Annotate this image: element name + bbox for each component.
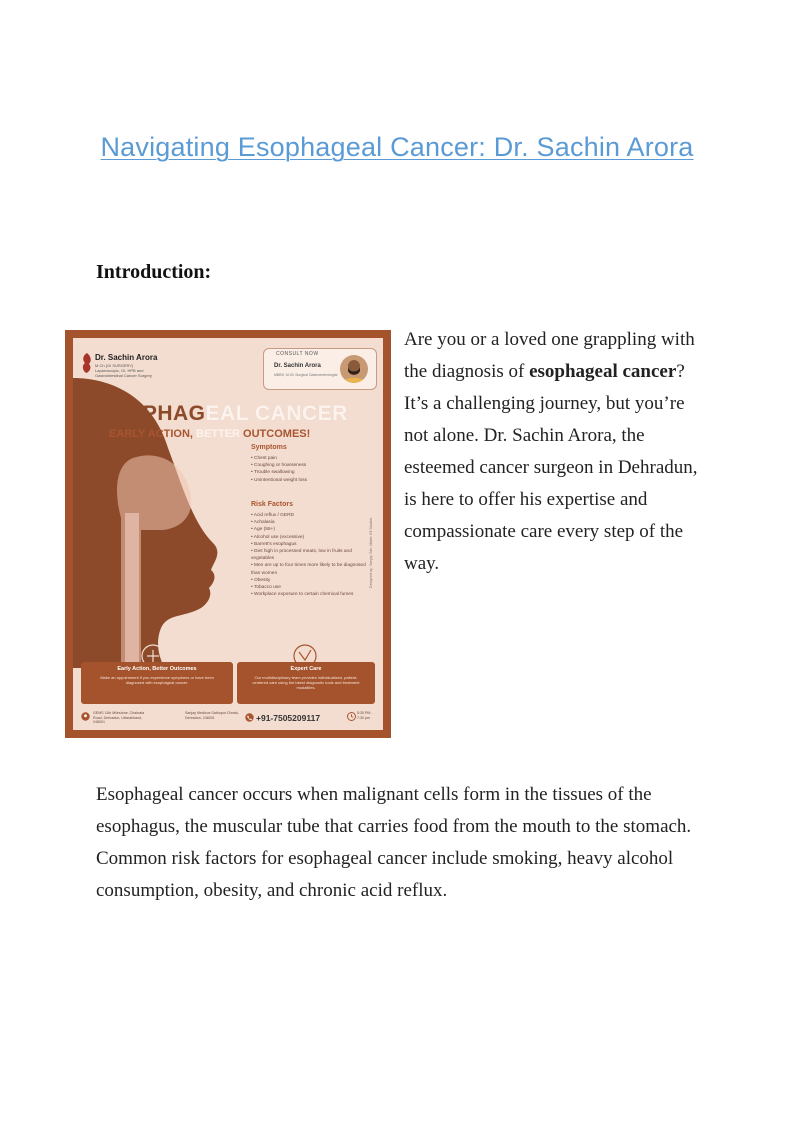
- risk-factor-item: • Acid reflux / GERD: [251, 512, 369, 519]
- consult-now-card: [263, 348, 377, 390]
- risk-factors-list: [251, 512, 369, 598]
- risk-factors-title: Risk Factors: [251, 501, 294, 508]
- poster-brand-subtitle: M.Ch (GI SURGERY) Laparoscopic, GI, HPB and Gastrointestinal Cancer Surgery: [95, 363, 152, 378]
- phone-icon: [245, 713, 254, 722]
- symptoms-list: [251, 455, 369, 484]
- poster-address-2: Sanjay Medicos Sathupur Chowk, Dehradun, 248001: [185, 711, 239, 720]
- symptom-item: • Chest pain: [251, 455, 369, 462]
- risk-factor-item: • Tobacco use: [251, 584, 369, 591]
- intro-text-1: Are you or a loved one grappling with the diagnosis of: [404, 329, 695, 382]
- symptom-item: • Coughing or hoarseness: [251, 462, 369, 469]
- symptom-item: • Unintentional weight loss: [251, 477, 369, 484]
- risk-factor-item: • Alcohol use (excessive): [251, 534, 369, 541]
- consult-doctor-role: MBBS, M.Ch Surgical Gastroenterologist: [274, 373, 338, 377]
- risk-factor-item: • Age (55+): [251, 526, 369, 533]
- intro-bold-keyword: esophageal cancer: [529, 361, 677, 382]
- location-pin-icon: [81, 712, 90, 721]
- poster-design-credit: Designed by: Sanjay Sah, Made: Ell Studios: [369, 517, 373, 588]
- consult-now-label: CONSULT NOW: [276, 351, 319, 357]
- subheadline-part-2: BETTER: [196, 428, 240, 440]
- poster-timing: 5:30 PM - 7:30 pm: [357, 711, 373, 720]
- logo-icon: [81, 352, 93, 374]
- intro-paragraph: [404, 324, 704, 580]
- symptom-item: • Trouble swallowing: [251, 469, 369, 476]
- risk-factor-item: • Men are up to four times more likely to be diagnosed than women: [251, 562, 369, 576]
- poster-headline: [97, 402, 348, 426]
- poster-footer: [81, 709, 375, 727]
- page-title[interactable]: Navigating Esophageal Cancer: Dr. Sachin Arora: [100, 132, 694, 162]
- early-action-box: [81, 662, 233, 704]
- risk-factor-item: • Barrett's esophagus: [251, 541, 369, 548]
- symptoms-title: Symptoms: [251, 444, 287, 451]
- poster-subheadline: [109, 428, 310, 440]
- expert-care-box: [237, 662, 375, 704]
- risk-factor-item: • Workplace exposure to certain chemical fumes: [251, 591, 369, 598]
- headline-part-2: EAL CANCER: [205, 402, 348, 425]
- clock-icon: [347, 712, 356, 721]
- consult-doctor-name: Dr. Sachin Arora: [274, 363, 321, 369]
- body-paragraph: Esophageal cancer occurs when malignant cells form in the tissues of the esophagus, the muscular tube that carries food from the mouth to the stomach. Common risk factors for esophageal cancer include smoking, heavy alcohol consumption, obesity, and chronic acid reflux.: [96, 784, 692, 901]
- risk-factor-item: • Achalasia: [251, 519, 369, 526]
- subheadline-part-1: EARLY ACTION,: [109, 428, 196, 440]
- poster-address-1: GEMS 11th Milestone, Chakrata Road, Dehradun, Uttarakhand, 248001: [93, 711, 145, 724]
- poster-phone: +91-7505209117: [256, 713, 321, 723]
- risk-factor-item: • Obesity: [251, 577, 369, 584]
- poster-brand-name: Dr. Sachin Arora: [95, 353, 158, 362]
- headline-part-1: ESOPHAG: [97, 402, 206, 425]
- doctor-avatar: [340, 355, 368, 383]
- intro-text-2: ? It’s a challenging journey, but you’re not alone. Dr. Sachin Arora, the esteemed cancer surgeon in Dehradun, is here to offer his expertise and compassionate care every step of the way.: [404, 361, 698, 574]
- poster-canvas: [73, 338, 383, 730]
- expert-care-title: Expert Care: [290, 666, 322, 672]
- esophageal-cancer-poster: [65, 330, 391, 738]
- early-action-title: Early Action, Better Outcomes: [117, 666, 197, 672]
- early-action-body: Make an appointment if you experience symptoms or have been diagnosed with esophageal cancer.: [100, 675, 214, 685]
- subheadline-part-3: OUTCOMES!: [240, 428, 311, 440]
- intro-heading: Introduction:: [96, 261, 212, 283]
- expert-care-body: Our multidisciplinary team provides individualized, patient-centered care using the latest diagnostic tools and treatment modalities.: [252, 675, 360, 690]
- risk-factor-item: • Diet high in processed meats, low in fruits and vegetables: [251, 548, 369, 562]
